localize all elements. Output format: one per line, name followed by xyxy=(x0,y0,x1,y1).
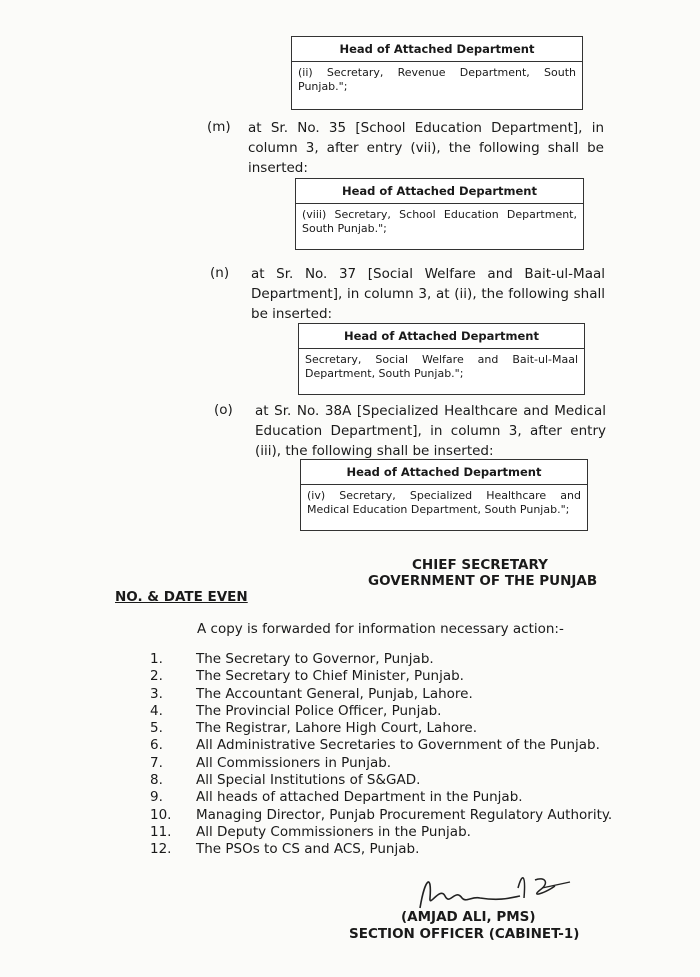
copy-list xyxy=(150,651,630,859)
list-item-text: The Secretary to Chief Minister, Punjab. xyxy=(196,668,464,685)
list-item-number: 9. xyxy=(150,789,163,806)
list-item-number: 5. xyxy=(150,720,163,737)
list-item xyxy=(150,789,630,806)
list-item-text: The Registrar, Lahore High Court, Lahore. xyxy=(196,720,477,737)
table-o xyxy=(300,459,588,531)
officer-name: (AMJAD ALI, PMS) xyxy=(401,909,536,925)
list-item xyxy=(150,668,630,685)
list-item xyxy=(150,703,630,720)
no-date-even: NO. & DATE EVEN xyxy=(115,589,248,605)
list-item-number: 4. xyxy=(150,702,163,719)
para-m-text: at Sr. No. 35 [School Education Department], in column 3, after entry (vii), the following shall be inserted: xyxy=(248,120,604,176)
table-n-body: Secretary, Social Welfare and Bait-ul-Maal Department, South Punjab."; xyxy=(305,353,578,380)
list-item xyxy=(150,807,630,824)
table-o-body: (iv) Secretary, Specialized Healthcare and Medical Education Department, South Punjab."; xyxy=(307,489,581,516)
list-item-number: 10. xyxy=(150,806,172,823)
para-o-label: (o) xyxy=(214,402,233,418)
para-o-text: at Sr. No. 38A [Specialized Healthcare and Medical Education Department], in column 3, after entry (iii), the following shall be inserted: xyxy=(255,403,606,459)
list-item-text: All Administrative Secretaries to Government of the Punjab. xyxy=(196,737,600,754)
officer-title: SECTION OFFICER (CABINET-1) xyxy=(349,926,580,942)
signatory-line2: GOVERNMENT OF THE PUNJAB xyxy=(368,573,598,589)
list-item-text: Managing Director, Punjab Procurement Regulatory Authority. xyxy=(196,806,613,823)
table-m-header: Head of Attached Department xyxy=(296,179,583,204)
table-l xyxy=(291,36,583,110)
list-item-text: All Commissioners in Punjab. xyxy=(196,754,392,771)
table-m-body: (viii) Secretary, School Education Department, South Punjab."; xyxy=(302,208,577,235)
list-item-number: 2. xyxy=(150,668,163,685)
list-item xyxy=(150,720,630,737)
signatory-line1: CHIEF SECRETARY xyxy=(412,557,548,573)
para-m-label: (m) xyxy=(207,119,231,135)
list-item-number: 6. xyxy=(150,737,163,754)
table-n xyxy=(298,323,585,395)
list-item xyxy=(150,772,630,789)
list-item xyxy=(150,686,630,703)
list-item xyxy=(150,737,630,754)
list-item xyxy=(150,651,630,668)
list-item-text: The Accountant General, Punjab, Lahore. xyxy=(196,685,473,702)
list-item-number: 1. xyxy=(150,651,163,667)
table-o-header: Head of Attached Department xyxy=(301,460,587,485)
list-item-text: The Secretary to Governor, Punjab. xyxy=(196,651,434,667)
para-n-text: at Sr. No. 37 [Social Welfare and Bait-ul-Maal Department], in column 3, at (ii), the following shall be inserted: xyxy=(251,266,605,322)
list-item-number: 8. xyxy=(150,772,163,789)
list-item-text: All Deputy Commissioners in the Punjab. xyxy=(196,823,471,840)
table-l-header: Head of Attached Department xyxy=(292,37,582,62)
forward-line: A copy is forwarded for information necessary action:- xyxy=(197,621,564,637)
list-item-text: The PSOs to CS and ACS, Punjab. xyxy=(196,841,420,858)
list-item xyxy=(150,824,630,841)
list-item-text: All heads of attached Department in the Punjab. xyxy=(196,789,523,806)
list-item xyxy=(150,841,630,858)
list-item-number: 7. xyxy=(150,754,163,771)
table-m xyxy=(295,178,584,250)
table-l-body: (ii) Secretary, Revenue Department, South Punjab."; xyxy=(298,66,576,93)
list-item xyxy=(150,755,630,772)
list-item-text: The Provincial Police Officer, Punjab. xyxy=(196,702,442,719)
table-n-header: Head of Attached Department xyxy=(299,324,584,349)
list-item-text: All Special Institutions of S&GAD. xyxy=(196,772,421,789)
list-item-number: 11. xyxy=(150,823,172,840)
list-item-number: 3. xyxy=(150,685,163,702)
para-n-label: (n) xyxy=(210,265,230,281)
list-item-number: 12. xyxy=(150,841,172,858)
